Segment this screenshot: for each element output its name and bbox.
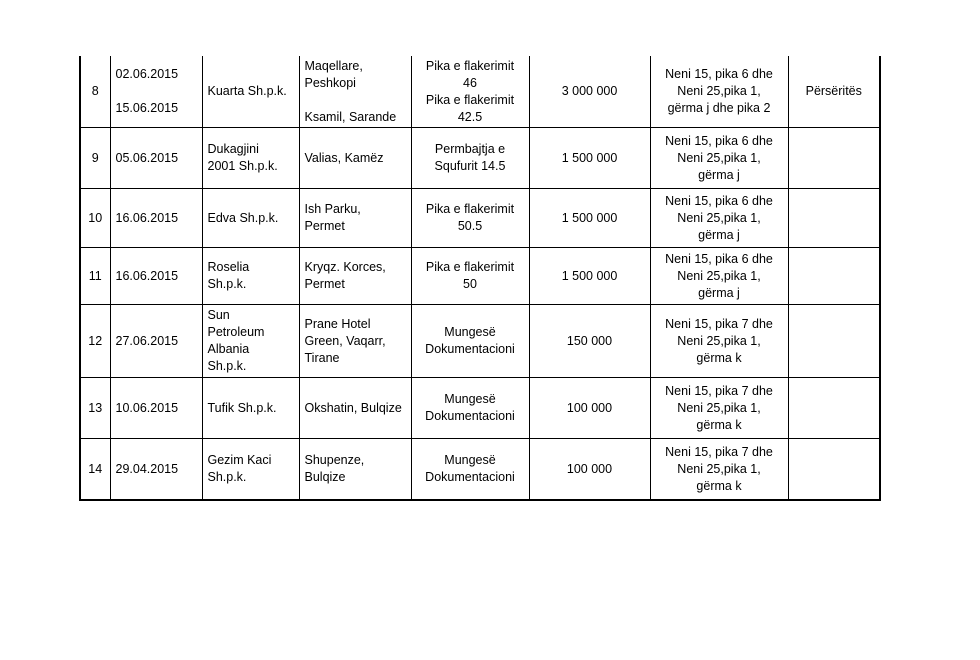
law-line: Neni 15, pika 7 dhe xyxy=(665,316,773,331)
table-row xyxy=(80,128,880,189)
law-line: Neni 15, pika 6 dhe xyxy=(665,251,773,266)
date-cell: 10.06.2015 xyxy=(110,378,202,439)
violation-line: 50 xyxy=(463,277,477,291)
note-cell xyxy=(788,378,880,439)
table-row xyxy=(80,439,880,501)
law-cell xyxy=(650,56,788,128)
table-row xyxy=(80,378,880,439)
amount-cell: 1 500 000 xyxy=(529,189,650,248)
company-line: 2001 Sh.p.k. xyxy=(207,159,278,173)
law-line: Neni 25,pika 1, xyxy=(677,461,761,476)
fines-table xyxy=(79,56,881,501)
row-number: 11 xyxy=(80,248,110,305)
row-number: 13 xyxy=(80,378,110,439)
violation-line: Pika e flakerimit xyxy=(425,260,515,274)
law-cell xyxy=(650,378,788,439)
violation-cell xyxy=(411,439,529,501)
violation-line: Dokumentacioni xyxy=(425,342,515,356)
company-cell: Tufik Sh.p.k. xyxy=(202,378,299,439)
table-row xyxy=(80,189,880,248)
location-cell xyxy=(299,305,411,378)
violation-line: Pika e flakerimit xyxy=(425,58,515,73)
date-cell: 16.06.2015 xyxy=(110,248,202,305)
company-line: Sun xyxy=(207,308,230,322)
amount-cell: 3 000 000 xyxy=(529,56,650,128)
violation-line: 42.5 xyxy=(457,109,483,124)
company-cell xyxy=(202,248,299,305)
location-line: Shupenze, xyxy=(304,453,365,467)
date-cell: 05.06.2015 xyxy=(110,128,202,189)
violation-line: Squfurit 14.5 xyxy=(434,159,506,173)
note-cell xyxy=(788,248,880,305)
law-line: Neni 15, pika 6 dhe xyxy=(665,133,773,148)
violation-line: Mungesë xyxy=(444,453,496,467)
location-line: Tirane xyxy=(304,350,340,365)
violation-line: Pika e flakerimit xyxy=(425,202,515,216)
location-line: Prane Hotel xyxy=(304,316,371,331)
law-cell xyxy=(650,248,788,305)
violation-line: 46 xyxy=(463,75,477,90)
law-line: Neni 25,pika 1, xyxy=(677,333,761,348)
location-line: Ish Parku, xyxy=(304,202,361,216)
row-number: 9 xyxy=(80,128,110,189)
company-line: Albania xyxy=(207,342,250,356)
violation-line: Mungesë xyxy=(444,392,496,406)
law-line: gërma k xyxy=(696,478,742,493)
note-cell xyxy=(788,305,880,378)
amount-cell: 100 000 xyxy=(529,378,650,439)
law-line: gërma k xyxy=(696,417,742,432)
company-line: Roselia xyxy=(207,260,250,274)
note-cell: Përsëritës xyxy=(788,56,880,128)
company-line: Sh.p.k. xyxy=(207,359,247,373)
location-line: Peshkopi xyxy=(304,75,356,90)
violation-line: Dokumentacioni xyxy=(425,409,515,423)
location-line: Ksamil, Sarande xyxy=(304,109,397,124)
violation-cell xyxy=(411,248,529,305)
location-line: Permet xyxy=(304,277,345,291)
note-cell xyxy=(788,439,880,501)
law-line: Neni 25,pika 1, xyxy=(677,268,761,283)
law-line: Neni 25,pika 1, xyxy=(677,84,761,98)
company-line: Petroleum xyxy=(207,325,265,339)
row-number: 8 xyxy=(80,56,110,128)
law-line: Neni 15, pika 6 dhe xyxy=(665,67,773,81)
company-line: Dukagjini xyxy=(207,142,259,156)
law-line: gërma j xyxy=(698,285,740,300)
company-line: Sh.p.k. xyxy=(207,277,247,291)
date-cell: 16.06.2015 xyxy=(110,189,202,248)
law-line: gërma j dhe pika 2 xyxy=(667,101,771,115)
law-cell xyxy=(650,128,788,189)
date-cell: 27.06.2015 xyxy=(110,305,202,378)
company-cell xyxy=(202,305,299,378)
location-line: Maqellare, xyxy=(304,58,363,73)
location-line: Green, Vaqarr, xyxy=(304,333,386,348)
company-cell xyxy=(202,128,299,189)
company-cell: Edva Sh.p.k. xyxy=(202,189,299,248)
table-row xyxy=(80,248,880,305)
row-number: 14 xyxy=(80,439,110,501)
note-cell xyxy=(788,128,880,189)
violation-cell xyxy=(411,189,529,248)
amount-cell: 1 500 000 xyxy=(529,248,650,305)
law-line: gërma k xyxy=(696,350,742,365)
company-line: Sh.p.k. xyxy=(207,470,247,484)
law-line: Neni 15, pika 6 dhe xyxy=(665,193,773,208)
law-cell xyxy=(650,439,788,501)
law-cell xyxy=(650,305,788,378)
law-line: Neni 25,pika 1, xyxy=(677,400,761,415)
violation-line: 50.5 xyxy=(457,219,483,233)
table-row xyxy=(80,56,880,128)
company-cell xyxy=(202,439,299,501)
company-cell: Kuarta Sh.p.k. xyxy=(202,56,299,128)
amount-cell: 150 000 xyxy=(529,305,650,378)
location-cell: Okshatin, Bulqize xyxy=(299,378,411,439)
violation-line: Dokumentacioni xyxy=(425,470,515,484)
location-cell xyxy=(299,189,411,248)
date-line: 02.06.2015 xyxy=(115,67,179,81)
date-cell xyxy=(110,56,202,128)
violation-line: Mungesë xyxy=(444,325,496,339)
location-cell xyxy=(299,248,411,305)
law-line: gërma j xyxy=(698,167,740,182)
law-line: gërma j xyxy=(698,227,740,242)
date-cell: 29.04.2015 xyxy=(110,439,202,501)
location-line: Bulqize xyxy=(304,470,346,484)
amount-cell: 1 500 000 xyxy=(529,128,650,189)
violation-cell xyxy=(411,128,529,189)
location-line: Permet xyxy=(304,219,345,233)
violation-cell xyxy=(411,56,529,128)
table-row xyxy=(80,305,880,378)
location-cell xyxy=(299,56,411,128)
law-cell xyxy=(650,189,788,248)
location-line: Kryqz. Korces, xyxy=(304,260,386,274)
amount-cell: 100 000 xyxy=(529,439,650,501)
date-line: 15.06.2015 xyxy=(115,101,179,115)
law-line: Neni 15, pika 7 dhe xyxy=(665,383,773,398)
violation-cell xyxy=(411,305,529,378)
law-line: Neni 25,pika 1, xyxy=(677,150,761,165)
violation-cell xyxy=(411,378,529,439)
violation-line: Permbajtja e xyxy=(434,142,506,156)
company-line: Gezim Kaci xyxy=(207,453,272,467)
row-number: 10 xyxy=(80,189,110,248)
location-cell: Valias, Kamëz xyxy=(299,128,411,189)
violation-line: Pika e flakerimit xyxy=(425,92,515,107)
note-cell xyxy=(788,189,880,248)
law-line: Neni 25,pika 1, xyxy=(677,210,761,225)
location-cell xyxy=(299,439,411,501)
row-number: 12 xyxy=(80,305,110,378)
law-line: Neni 15, pika 7 dhe xyxy=(665,444,773,459)
